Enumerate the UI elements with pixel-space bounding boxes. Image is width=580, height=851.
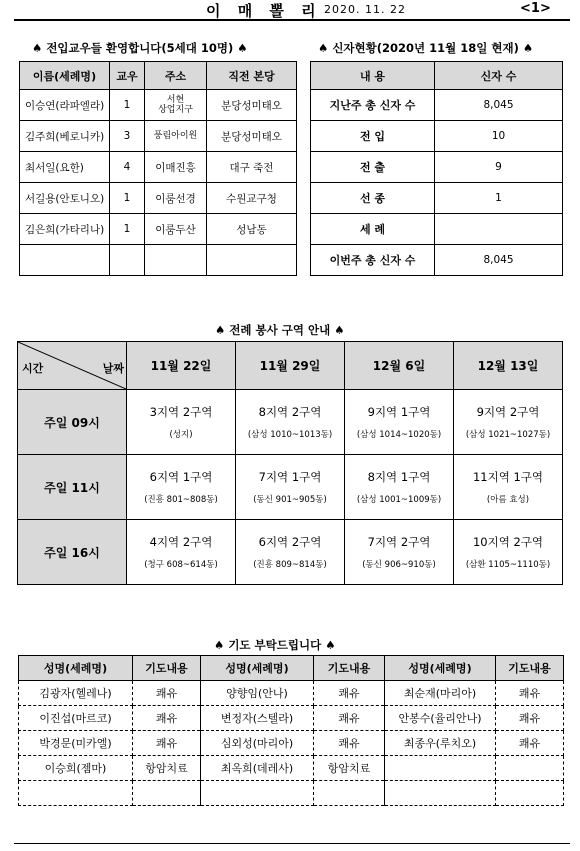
table-row: 김주희(베로니카) 3 풍림아이원 분당성미태오 <box>20 121 297 152</box>
table-row: 서길용(안토니오) 1 이룸선경 수원교구청 <box>20 183 297 214</box>
col-header-prayer: 기도내용 <box>496 656 564 681</box>
table-row: 주일 09시 3지역 2구역 (성지) 8지역 2구역 (삼성 1010~1013동) 9지역 1구역 (삼성 1014~1020동) 9지역 2구역 (삼성 1021~1027동) <box>18 390 563 455</box>
footer-divider <box>14 843 570 844</box>
members-title: ♠ 신자현황(2020년 11월 18일 현재) ♠ <box>318 41 534 55</box>
prayer-table <box>18 655 564 806</box>
date-header: 12월 13일 <box>454 342 563 390</box>
service-table <box>17 341 563 585</box>
col-header-name: 성명(세례명) <box>385 656 496 681</box>
service-title: ♠ 전례 봉사 구역 안내 ♠ <box>215 323 345 337</box>
members-table <box>310 61 563 276</box>
table-row: 김은희(가타리나) 1 이룸두산 성남동 <box>20 214 297 245</box>
col-header-member-count: 신자 수 <box>435 62 563 90</box>
time-label: 주일 11시 <box>18 455 127 520</box>
table-row: 주일 16시 4지역 2구역 (청구 608~614동) 6지역 2구역 (진흥 809~814동) 7지역 2구역 (동신 906~910동) 10지역 2구역 (삼환 1105~1110동) <box>18 520 563 585</box>
corner-date-label: 날짜 <box>102 362 124 375</box>
time-label: 주일 16시 <box>18 520 127 585</box>
table-row: 박경문(미카엘) 쾌유 심외성(마리아) 쾌유 최종우(루치오) 쾌유 <box>19 731 564 756</box>
table-row <box>20 245 297 276</box>
corner-header <box>18 342 127 390</box>
date-header: 12월 6일 <box>345 342 454 390</box>
col-header-name: 이름(세례명) <box>20 62 110 90</box>
table-row: 선 종 1 <box>311 183 563 214</box>
table-row: 이승연(라파엘라) 1 서현 상업지구 분당성미태오 <box>20 90 297 121</box>
newcomers-title: ♠ 전입교우들 환영합니다(5세대 10명) ♠ <box>32 41 248 55</box>
corner-time-label: 시간 <box>22 362 44 375</box>
table-row: 세 례 <box>311 214 563 245</box>
col-header-count: 교우 <box>110 62 145 90</box>
col-header-name: 성명(세례명) <box>201 656 314 681</box>
table-row <box>19 781 564 806</box>
page-number: <1> <box>520 1 551 16</box>
table-row: 전 입 10 <box>311 121 563 152</box>
table-row: 김광자(헬레나) 쾌유 양향임(안나) 쾌유 최순재(마리아) 쾌유 <box>19 681 564 706</box>
table-row: 이승희(젬마) 항암치료 최옥희(데레사) 항암치료 <box>19 756 564 781</box>
bulletin-date: 2020. 11. 22 <box>324 3 406 16</box>
col-header-parish: 직전 본당 <box>207 62 297 90</box>
table-row: 지난주 총 신자 수 8,045 <box>311 90 563 121</box>
col-header-address: 주소 <box>145 62 207 90</box>
newcomers-table <box>19 61 297 276</box>
header-divider <box>14 19 570 21</box>
col-header-name: 성명(세례명) <box>19 656 133 681</box>
table-row: 최서일(요한) 4 이매진흥 대구 죽전 <box>20 152 297 183</box>
col-header-content: 내 용 <box>311 62 435 90</box>
date-header: 11월 22일 <box>127 342 236 390</box>
bulletin-title: 이 매 뽈 리 <box>206 2 322 20</box>
table-row: 이번주 총 신자 수 8,045 <box>311 245 563 276</box>
col-header-prayer: 기도내용 <box>133 656 201 681</box>
time-label: 주일 09시 <box>18 390 127 455</box>
table-row: 주일 11시 6지역 1구역 (진흥 801~808동) 7지역 1구역 (동신 901~905동) 8지역 1구역 (삼성 1001~1009동) 11지역 1구역 (아름 효성) <box>18 455 563 520</box>
col-header-prayer: 기도내용 <box>314 656 385 681</box>
prayer-title: ♠ 기도 부탁드립니다 ♠ <box>214 638 336 652</box>
table-row: 전 출 9 <box>311 152 563 183</box>
date-header: 11월 29일 <box>236 342 345 390</box>
table-row: 이진섭(마르코) 쾌유 변정자(스텔라) 쾌유 안봉수(율리안나) 쾌유 <box>19 706 564 731</box>
